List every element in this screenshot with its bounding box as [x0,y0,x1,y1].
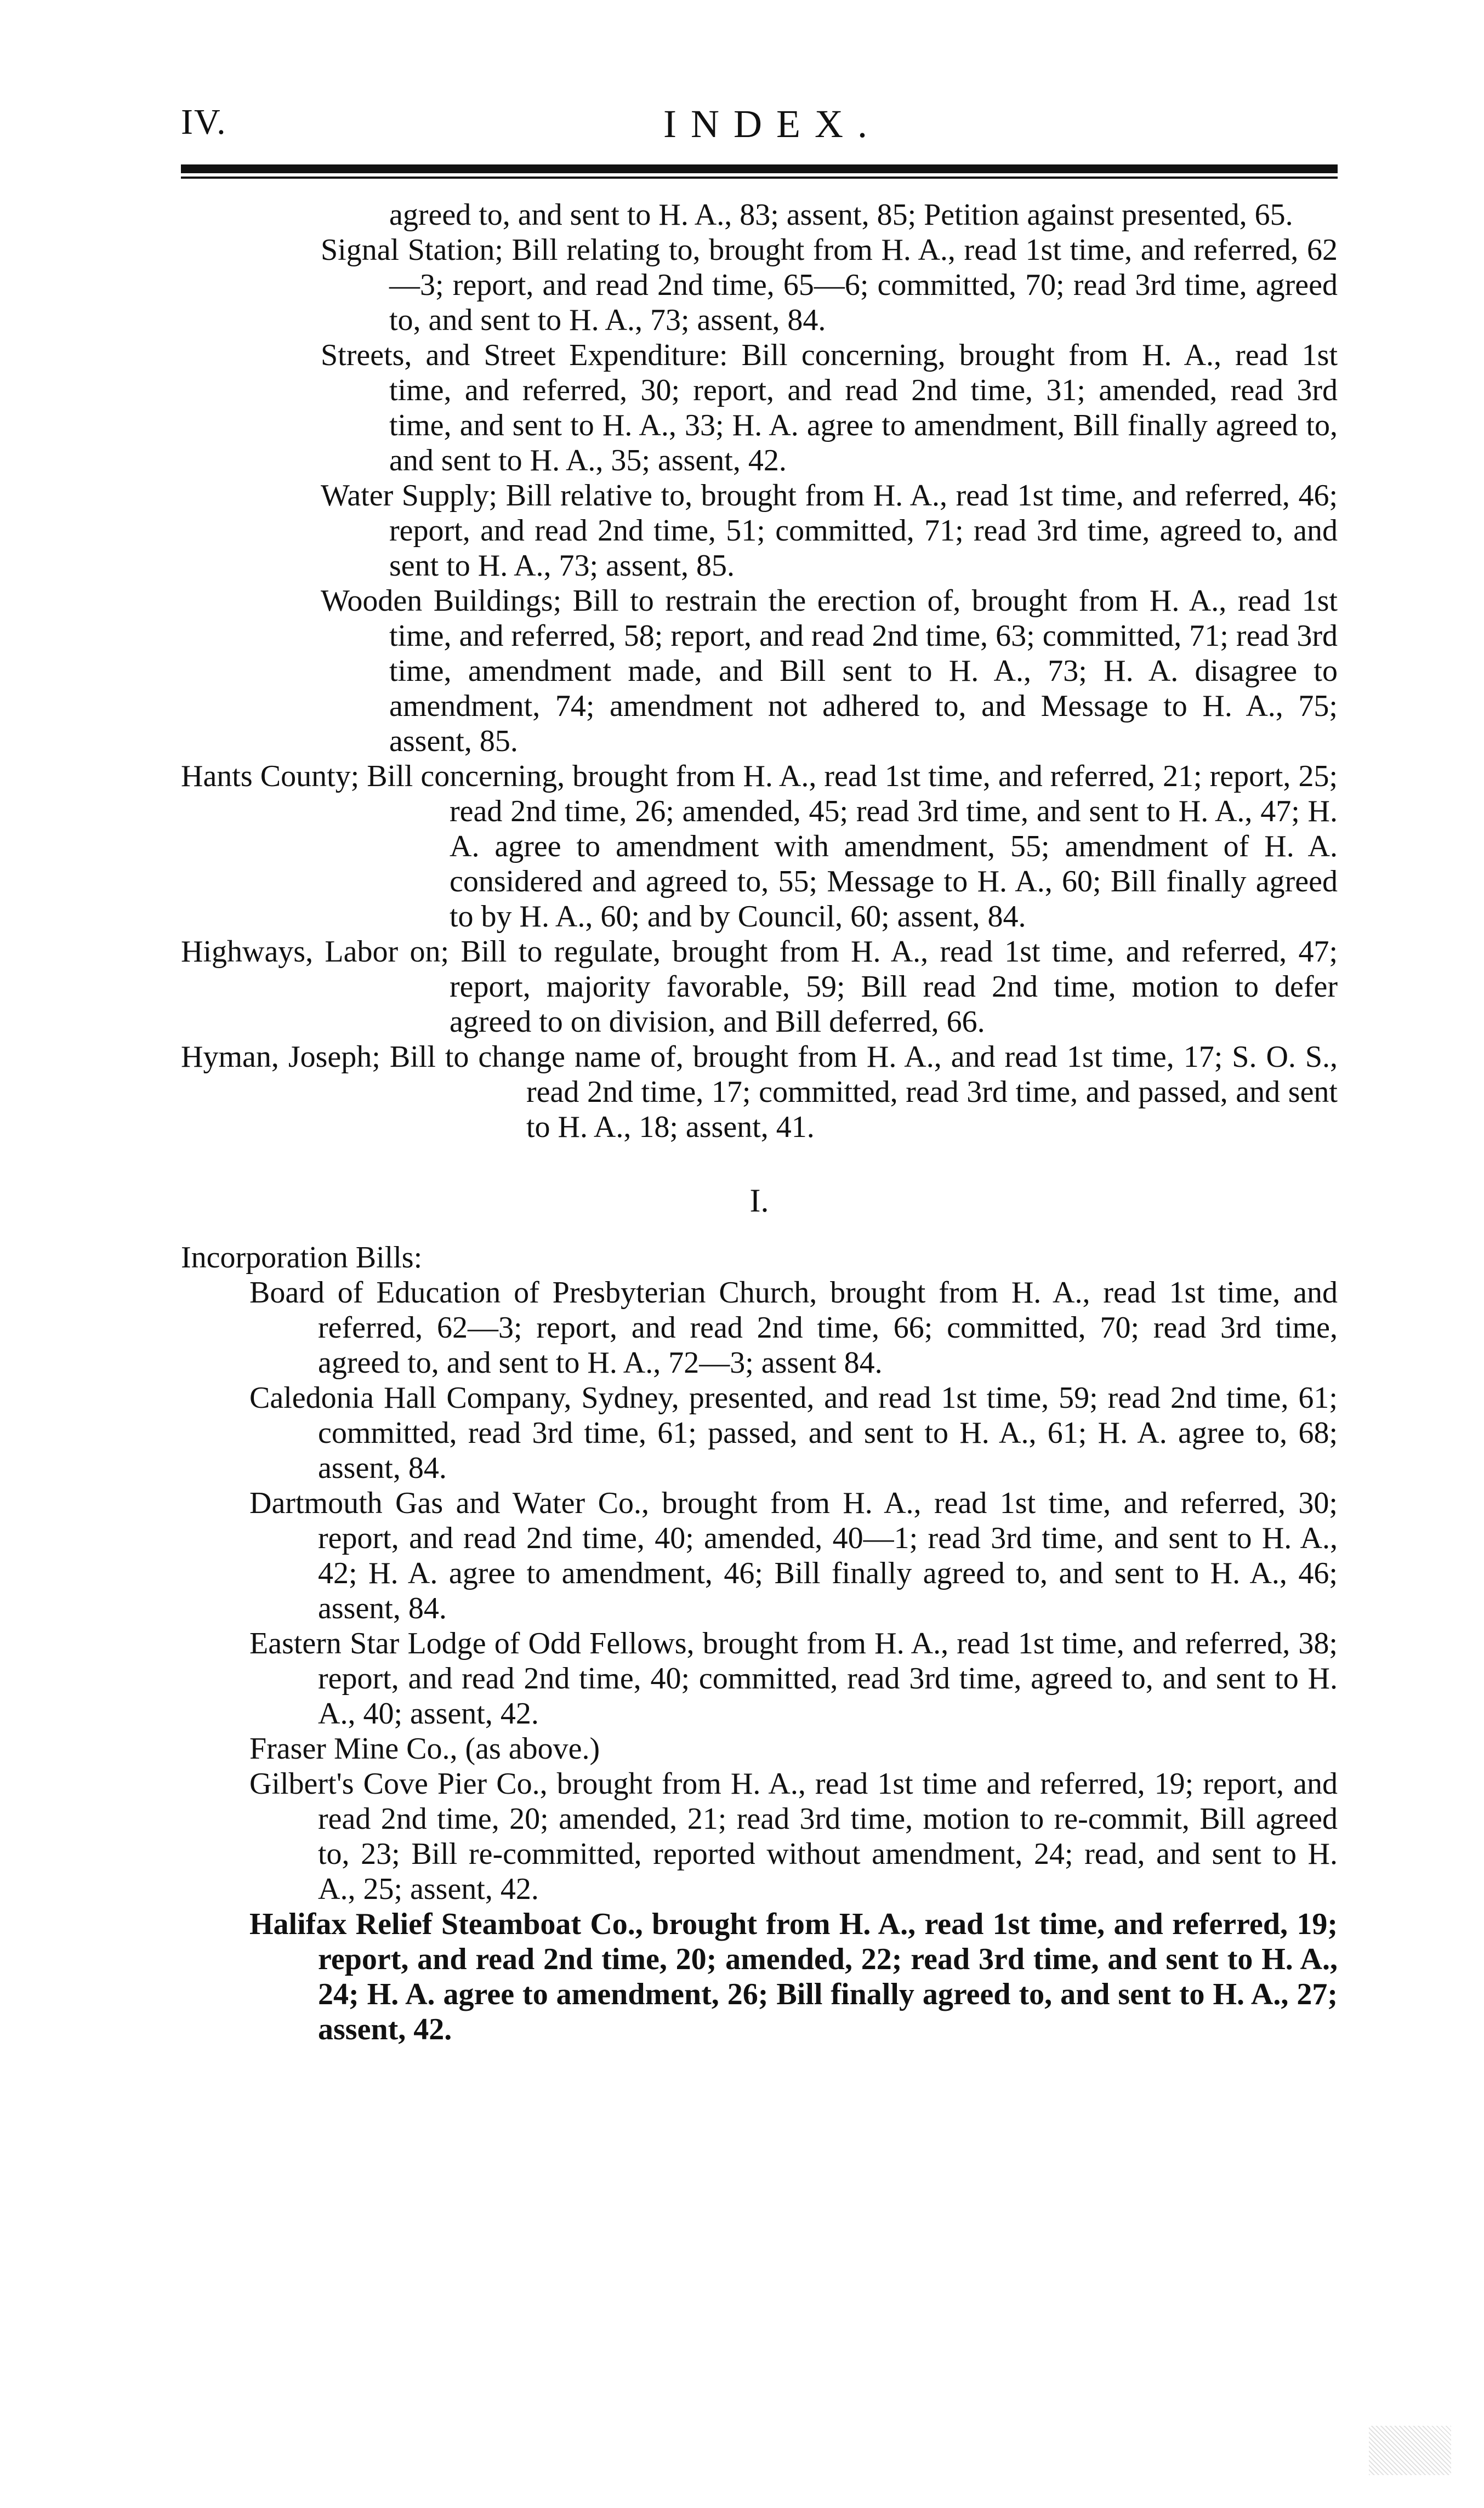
entry-streets: Streets, and Street Expenditure: Bill concerning, brought from H. A., read 1st time, and referred, 30; report, and read 2nd time, 31; amended, read 3rd time, and sent to H. A., 33; H. A. agree to amendment, Bill finally agreed to, and sent to H. A., 35; assent, 42. [321,338,1338,477]
entry-highways [181,934,1338,1039]
incorporation-item-eastern-star: Eastern Star Lodge of Odd Fellows, brought from H. A., read 1st time, and referred, 38; report, and read 2nd time, 40; committed, read 3rd time, agreed to, and sent to H. A., 40; assent, 42. [249,1626,1338,1731]
incorporation-item-fraser-mine: Fraser Mine Co., (as above.) [249,1732,600,1766]
entry-hants-head: Hants County; [181,759,360,793]
entry-highways-text: Bill to regulate, brought from H. A., read 1st time, and referred, 47; report, majority favorable, 59; Bill read 2nd time, motion to defer agreed to on division, and Bill deferred, 66. [450,935,1338,1039]
page-number: IV. [181,102,227,142]
entry-hants-county [181,759,1338,934]
entry-highways-head: Highways, Labor on; [181,935,450,969]
entry-wooden-buildings: Wooden Buildings; Bill to restrain the erection of, brought from H. A., read 1st time, and referred, 58; report, and read 2nd time, 63; committed, 71; read 3rd time, amendment made, and Bill sent to H. A., 73; H. A. disagree to amendment, 74; amendment not adhered to, and Message to H. A., 75; assent, 85. [321,584,1338,758]
entry-hants-text: Bill concerning, brought from H. A., read 1st time, and referred, 21; report, 25; read 2nd time, 26; amended, 45; read 3rd time, and sent to H. A., 47; H. A. agree to amendment with amendment, 55; amendment of H. A. considered and agreed to, 55; Message to H. A., 60; Bill finally agreed to by H. A., 60; and by Council, 60; assent, 84. [367,759,1338,934]
running-title: INDEX. [663,102,882,146]
header-rule-thin [181,177,1338,179]
incorporation-item-dartmouth-gas: Dartmouth Gas and Water Co., brought from H. A., read 1st time, and referred, 30; report, and read 2nd time, 40; amended, 40—1; read 3rd time, and sent to H. A., 42; H. A. agree to amendment, 46; Bill finally agreed to, and sent to H. A., 46; assent, 84. [249,1486,1338,1625]
incorporation-item-caledonia-hall: Caledonia Hall Company, Sydney, presented, and read 1st time, 59; read 2nd time, 61; committed, read 3rd time, 61; passed, and sent to H. A., 61; H. A. agree to, 68; assent, 84. [249,1381,1338,1485]
index-content [181,197,1338,2047]
entry-hyman [181,1039,1338,1145]
entry-hyman-text: Bill to change name of, brought from H. A., and read 1st time, 17; S. O. S., read 2nd time, 17; committed, read 3rd time, and passed, and sent to H. A., 18; assent, 41. [389,1040,1338,1144]
entry-hyman-head: Hyman, Joseph; [181,1040,380,1074]
incorporation-heading: Incorporation Bills: [181,1241,423,1275]
incorporation-item-halifax-relief: Halifax Relief Steamboat Co., brought from H. A., read 1st time, and referred, 19; report, and read 2nd time, 20; amended, 22; read 3rd time, and sent to H. A., 24; H. A. agree to amendment, 26; Bill finally agreed to, and sent to H. A., 27; assent, 42. [249,1907,1338,2046]
page-header [181,96,1338,156]
incorporation-item-gilberts-cove: Gilbert's Cove Pier Co., brought from H. A., read 1st time and referred, 19; report, and read 2nd time, 20; amended, 21; read 3rd time, motion to re-commit, Bill agreed to, 23; Bill re-committed, reported without amendment, 24; read, and sent to H. A., 25; assent, 42. [249,1767,1338,1906]
incorporation-item-board-of-education: Board of Education of Presbyterian Church, brought from H. A., read 1st time, and referred, 62—3; report, and read 2nd time, 66; committed, 70; read 3rd time, agreed to, and sent to H. A., 72—3; assent 84. [249,1276,1338,1380]
entry-continuation: agreed to, and sent to H. A., 83; assent, 85; Petition against presented, 65. [389,198,1293,232]
entry-water-supply: Water Supply; Bill relative to, brought from H. A., read 1st time, and referred, 46; report, and read 2nd time, 51; committed, 71; read 3rd time, agreed to, and sent to H. A., 73; assent, 85. [321,479,1338,583]
section-letter: I. [749,1182,769,1219]
paper-speckle-decoration [1369,2426,1451,2475]
header-rule-thick [181,164,1338,173]
entry-signal-station: Signal Station; Bill relating to, brought from H. A., read 1st time, and referred, 62—3; report, and read 2nd time, 65—6; committed, 70; read 3rd time, agreed to, and sent to H. A., 73; assent, 84. [321,233,1338,337]
